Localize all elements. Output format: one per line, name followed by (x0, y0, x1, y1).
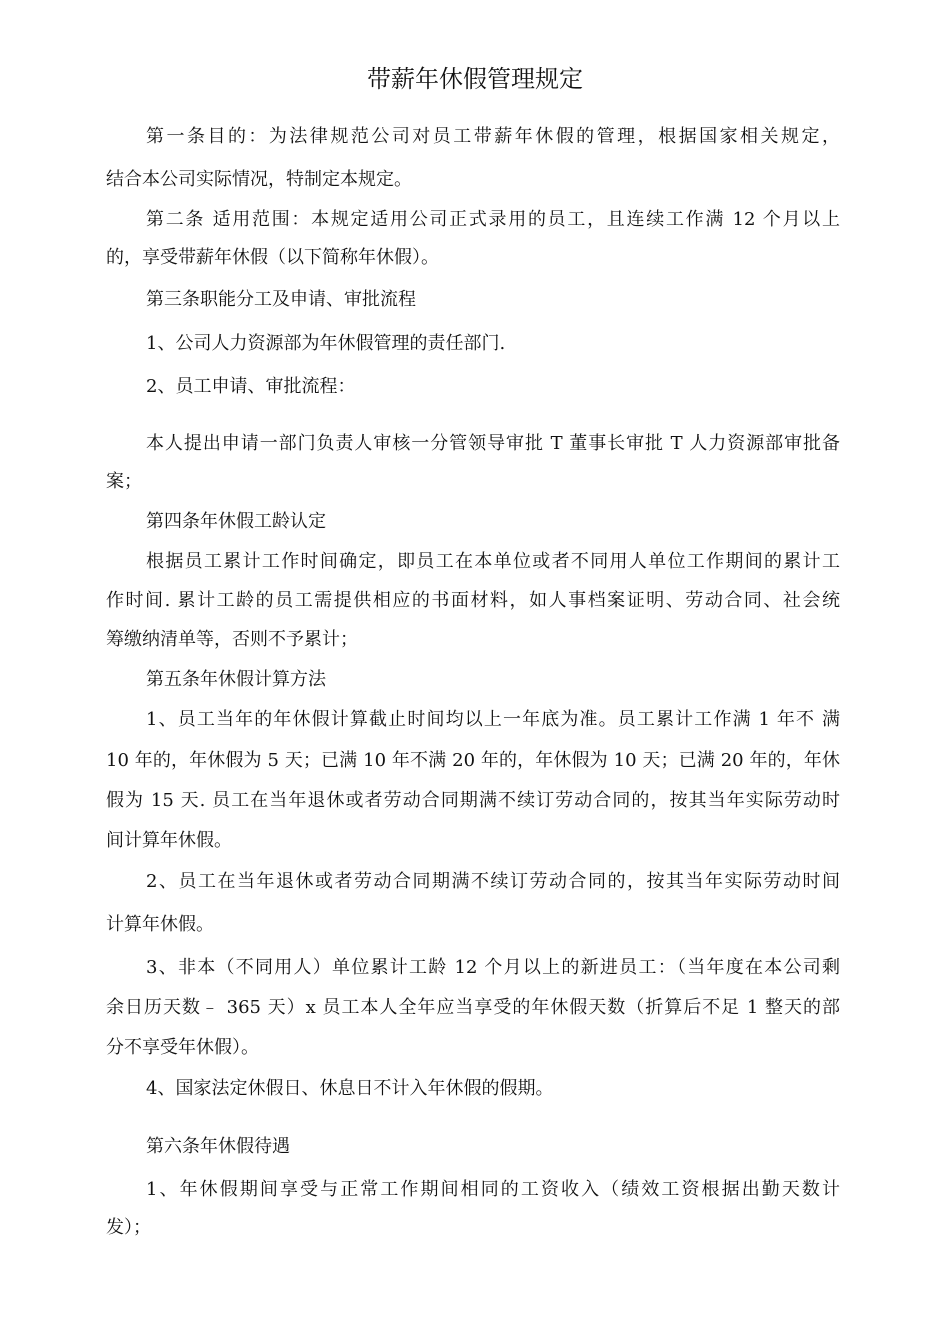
article-3-item-2: 2、员工申请、审批流程： (146, 376, 356, 397)
approval-flow-line-2: 案； (106, 471, 142, 492)
article-6-item-1-line-2: 发）； (106, 1217, 151, 1238)
article-2-line-2: 的，享受带薪年休假（以下简称年休假）。 (106, 247, 439, 268)
article-4-para-line-2: 作时间. 累计工龄的员工需提供相应的书面材料，如人事档案证明、劳动合同、社会统 (106, 590, 840, 611)
article-5-heading: 第五条年休假计算方法 (146, 669, 326, 690)
article-5-item-3-line-2: 余日历天数﹣ 365 天）x 员工本人全年应当享受的年休假天数（折算后不足 1 整天的部 (106, 997, 840, 1018)
article-1-line-1: 第一条目的：为法律规范公司对员工带薪年休假的管理，根据国家相关规定， (146, 126, 840, 147)
article-5-item-3-line-3: 分不享受年休假）。 (106, 1037, 259, 1058)
article-5-item-1-line-2: 10 年的，年休假为 5 天；已满 10 年不满 20 年的，年休假为 10 天；已满 20 年的，年休 (106, 750, 840, 771)
article-5-item-1-line-1: 1、员工当年的年休假计算截止时间均以上一年底为准。员工累计工作满 1 年不 满 (146, 709, 840, 730)
article-5-item-1-line-3: 假为 15 天. 员工在当年退休或者劳动合同期满不续订劳动合同的，按其当年实际劳动时 (106, 790, 840, 811)
approval-flow-line-1: 本人提出申请一部门负责人审核一分管领导审批 T 董事长审批 T 人力资源部审批备 (146, 433, 840, 454)
article-5-item-2-line-1: 2、员工在当年退休或者劳动合同期满不续订劳动合同的，按其当年实际劳动时间 (146, 871, 840, 892)
article-6-heading: 第六条年休假待遇 (146, 1136, 290, 1157)
article-3-item-1: 1、公司人力资源部为年休假管理的责任部门. (146, 333, 506, 354)
article-6-item-1-line-1: 1、年休假期间享受与正常工作期间相同的工资收入（绩效工资根据出勤天数计 (146, 1179, 840, 1200)
article-4-para-line-1: 根据员工累计工作时间确定，即员工在本单位或者不同用人单位工作期间的累计工 (146, 551, 840, 572)
article-3-heading: 第三条职能分工及申请、审批流程 (146, 289, 416, 310)
article-5-item-2-line-2: 计算年休假。 (106, 914, 214, 935)
document-title: 带薪年休假管理规定 (367, 65, 583, 93)
article-4-para-line-3: 筹缴纳清单等，否则不予累计； (106, 629, 358, 650)
article-2-line-1: 第二条 适用范围：本规定适用公司正式录用的员工，且连续工作满 12 个月以上 (146, 209, 840, 230)
article-4-heading: 第四条年休假工龄认定 (146, 511, 326, 532)
article-5-item-3-line-1: 3、非本（不同用人）单位累计工龄 12 个月以上的新进员工：（当年度在本公司剩 (146, 957, 840, 978)
article-5-item-4: 4、国家法定休假日、休息日不计入年休假的假期。 (146, 1078, 554, 1099)
article-1-line-2: 结合本公司实际情况，特制定本规定。 (106, 169, 412, 190)
article-5-item-1-line-4: 间计算年休假。 (106, 830, 232, 851)
